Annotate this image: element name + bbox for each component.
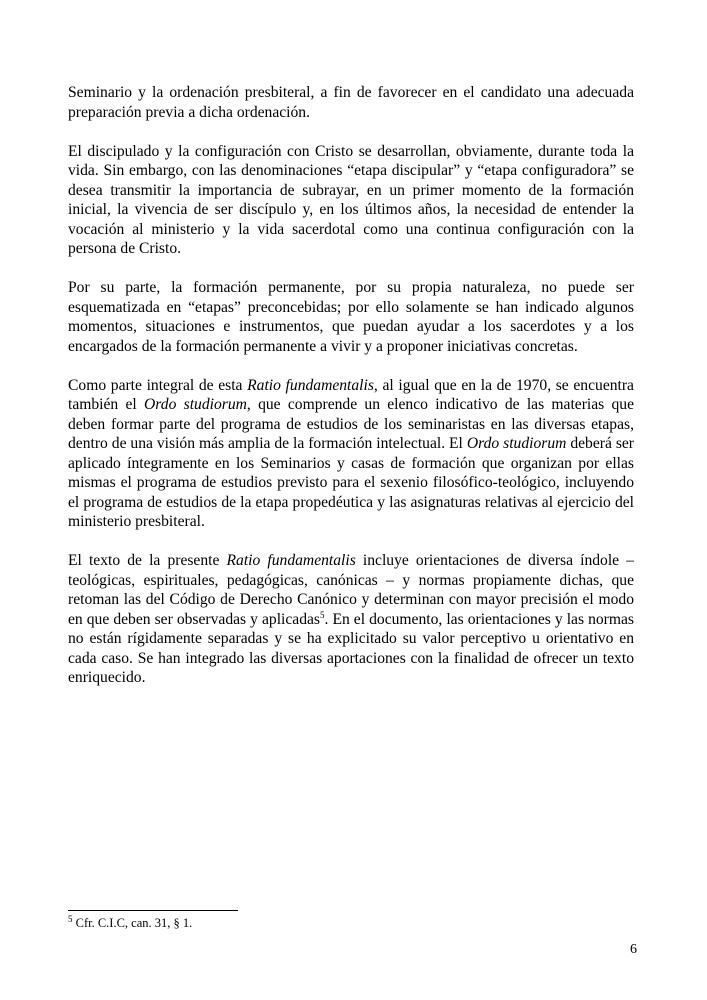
italic-span: Ratio fundamentalis xyxy=(247,376,374,394)
text-span: . En el documento, las orientaciones y las normas no están rígidamente separadas y se ha explicitado su valor perceptivo u orientativo en cada caso. Se han integrado las diversas aportaciones con la finalidad de ofrecer un texto enriquecido. xyxy=(68,610,634,686)
italic-span: Ratio fundamentalis xyxy=(226,552,356,569)
footnote xyxy=(68,913,193,931)
italic-span: Ordo studiorum xyxy=(144,396,247,413)
text-span: deberá ser aplicado íntegramente en los Seminarios y casas de formación que organizan por ellas mismas el programa de estudios previsto para el sexenio filosófico-teológico, incluyendo el programa de estudios de la etapa propedéutica y las asignaturas relativas al ejercicio del ministerio presbiteral. xyxy=(68,435,635,530)
footnote-ref: 5 xyxy=(320,609,325,620)
text-span: El texto de la presente xyxy=(68,552,227,569)
text-span: , que comprende un elenco indicativo de las materias que deben formar parte del programa de estudios de los seminaristas en las diversas etapas, dentro de una visión más amplia de la formación intelectual. El xyxy=(68,396,635,452)
page-number: 6 xyxy=(630,942,637,957)
footnote-mark: 5 xyxy=(68,913,73,924)
paragraph-3 xyxy=(68,278,634,356)
document-body xyxy=(68,83,634,707)
paragraph-2 xyxy=(68,142,634,259)
text-span: Como parte integral de esta xyxy=(68,376,248,394)
text-span: Seminario y la ordenación presbiteral, a fin de favorecer en el candidato una adecuada preparación previa a dicha ordenación. xyxy=(68,84,634,121)
paragraph-4 xyxy=(68,376,634,532)
paragraph-1 xyxy=(68,83,634,122)
paragraph-5 xyxy=(68,551,634,688)
footnote-separator xyxy=(68,910,238,911)
text-span: El discipulado y la configuración con Cristo se desarrollan, obviamente, durante toda la vida. Sin embargo, con las denominaciones “etapa discipular” y “etapa configuradora” se desea transmitir la importancia de subrayar, en un primer momento de la formación inicial, la vivencia de ser discípulo y, en los últimos años, la necesidad de entender la vocación al ministerio y la vida sacerdotal como una continua configuración con la persona de Cristo. xyxy=(68,142,634,257)
text-span: incluye orientaciones de diversa índole – teológicas, espirituales, pedagógicas, canónicas – y normas propiamente dichas, que retoman las del Código de Derecho Canónico y determinan con mayor precisión el modo en que deben ser observadas y aplicadas xyxy=(68,552,634,628)
footnote-text: Cfr. C.I.C, can. 31, § 1. xyxy=(72,916,193,930)
italic-span: Ordo studiorum xyxy=(466,435,567,452)
text-span: , al igual que en la de 1970, se encuentra también el xyxy=(68,376,634,413)
text-span: Por su parte, la formación permanente, por su propia naturaleza, no puede ser esquematizada en “etapas” preconcebidas; por ello solamente se han indicado algunos momentos, situaciones e instrumentos, que puedan ayudar a los sacerdotes y a los encargados de la formación permanente a vivir y a proponer iniciativas concretas. xyxy=(68,279,634,355)
